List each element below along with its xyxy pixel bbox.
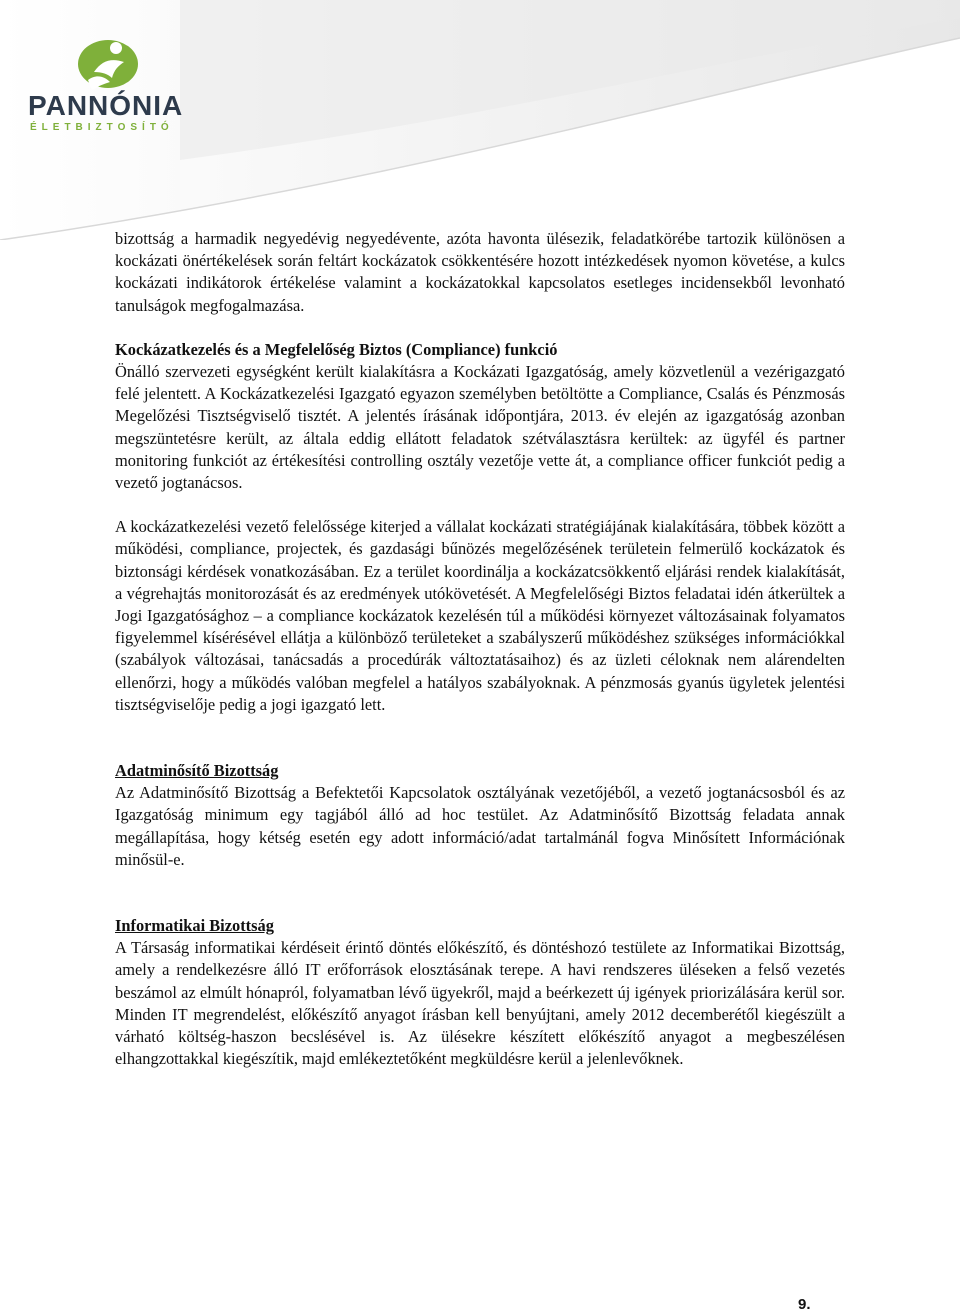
- intro-paragraph: bizottság a harmadik negyedévig negyedévente, azóta havonta ülésezik, feladatkörébe tartozik különösen a kockázati önértékelések során feltárt kockázatok csökkentésére hozott intézkedések nyomon követése, a kulcs kockázati indikátorok értékelése valamint a kockázatokkal kapcsolatos esetleges incidensekből levonható tanulságok megfogalmazása.: [115, 229, 845, 315]
- page-number: 9.: [798, 1296, 811, 1313]
- compliance-heading: Kockázatkezelés és a Megfelelőség Biztos (Compliance) funkció: [115, 339, 558, 359]
- document-body: [115, 228, 845, 1071]
- it-committee-heading: Informatikai Bizottság: [115, 916, 274, 936]
- risk-management-paragraph: A kockázatkezelési vezető felelőssége kiterjed a vállalat kockázati stratégiájának kialakítására, többek között a működési, compliance, projectek, és gazdasági bűnözés megelőzésének területein felmerülő kockázatok és biztonsági kérdések vonatkozásában. Ez a terület koordinálja a kockázatcsökkentő eljárási rendek kialakítását, a végrehajtás monitorozását és az eredmények utókövetését. A Megfelelőségi Biztos feladatai idén átkerültek a Jogi Igazgatósághoz – a compliance kockázatok kezelésén túl a működési környezet változásainak folyamatos figyelemmel kísérésével ellátja a különböző területeket a szabályszerű működéshez szükséges információkkal (szabályok változásai, tanácsadás a procedúrák változtatásaihoz) és az üzleti céloknak nem alárendelten ellenőrzi, hogy a működés valóban megfelel a hatályos szabályoknak. A pénzmosás gyanús ügyletek jelentési tisztségviselője pedig a jogi igazgató lett.: [115, 517, 845, 714]
- data-committee-heading: Adatminősítő Bizottság: [115, 761, 279, 781]
- brand-subtitle: ÉLETBIZTOSÍTÓ: [30, 122, 174, 133]
- brand-name: PANNÓNIA: [28, 90, 184, 121]
- data-committee-paragraph: Az Adatminősítő Bizottság a Befektetői Kapcsolatok osztályának vezetőjéből, a vezető jogtanácsosból és az Igazgatóság minimum egy tagjából álló ad hoc testület. Az Adatminősítő Bizottság feladata annak megállapítása, hogy kétség esetén egy adott információ/adat tartalmánál fogva Minősített Információnak minősül-e.: [115, 783, 845, 869]
- it-committee-paragraph: A Társaság informatikai kérdéseit érintő döntés előkészítő, és döntéshozó testülete az Informatikai Bizottság, amely a rendelkezésre álló IT erőforrások elosztásának terepe. A havi rendszeres üléseken a felső vezetés beszámol az elmúlt hónapról, folyamatban lévő ügyekről, majd a beérkezett új igények priorizálására kerül sor. Minden IT megrendelést, előkészítő anyagot írásban kell benyújtani, amely 2012 decemberétől kiegészült a várható költség-haszon becslésével is. Az ülésekre készített előkészítő anyagot a megbeszélésen elhangzottakkal kiegészítik, majd emlékeztetőként megküldésre kerül a jelenlevőknek.: [115, 938, 845, 1069]
- compliance-paragraph: Önálló szervezeti egységként került kialakításra a Kockázati Igazgatóság, amely közvetlenül a vezérigazgató felé jelentett. A Kockázatkezelési Igazgató egyazon személyben betöltötte a Compliance, Csalás és Pénzmosás Megelőzési Tisztségviselő tisztét. A jelentés írásának időpontjára, 2013. év elején az igazgatóság azonban megszüntetésre került, az általa eddig ellátott feladatok szétválasztásra kerültek: az ügyfél és partner monitoring funkciót az értékesítési controlling osztály vezetője vette át, a compliance officer funkciót pedig a vezető jogtanácsos.: [115, 362, 845, 493]
